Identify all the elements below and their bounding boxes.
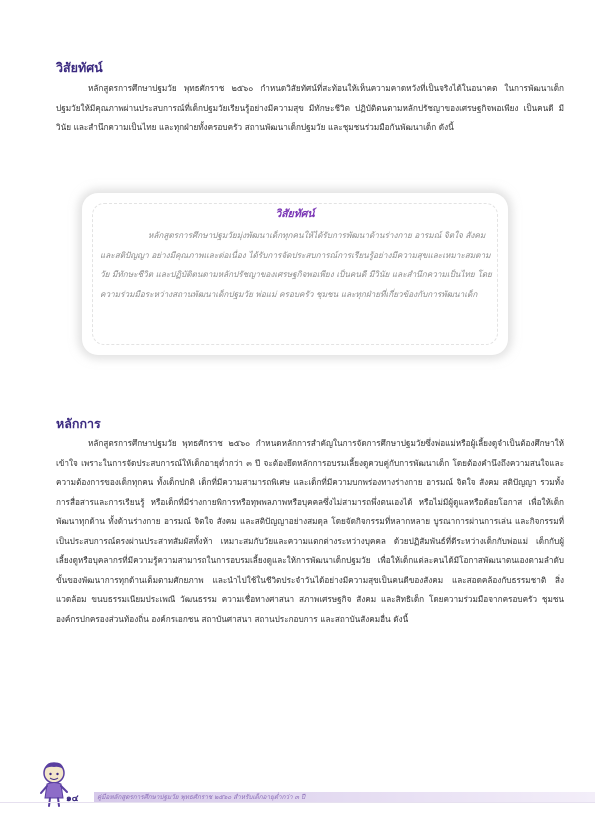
footer-title: คู่มือหลักสูตรการศึกษาปฐมวัย พุทธศักราช ๒๕๖๐ สำหรับเด็กอายุต่ำกว่า ๓ ปี — [97, 793, 306, 801]
vision-paragraph-text: หลักสูตรการศึกษาปฐมวัย พุทธศักราช ๒๕๖๐ กำหนดวิสัยทัศน์ที่สะท้อนให้เห็นความคาดหวังที่เป็นจริงได้ในอนาคต ในการพัฒนาเด็กปฐมวัยให้มีคุณภาพผ่านประสบการณ์ที่เด็กปฐมวัยเรียนรู้อย่างมีความสุข มีทักษะชีวิต ปฏิบัติตนตามหลักปรัชญาของเศรษฐกิจพอเพียง เป็นคนดี มีวินัย และสำนึกความเป็นไทย และทุกฝ่ายทั้งครอบครัว สถานพัฒนาเด็กปฐมวัย และชุมชนร่วมมือกันพัฒนาเด็ก ดังนี้ — [56, 83, 564, 132]
page-number: ๑๔ — [66, 794, 79, 804]
quote-box-text — [100, 226, 492, 304]
quote-box-text-content: หลักสูตรการศึกษาปฐมวัยมุ่งพัฒนาเด็กทุกคนให้ได้รับการพัฒนาด้านร่างกาย อารมณ์ จิตใจ สังคม และสติปัญญา อย่างมีคุณภาพและต่อเนื่อง ได้รับการจัดประสบการณ์การเรียนรู้อย่างมีความสุขและเหมาะสมตามวัย มีทักษะชีวิต และปฏิบัติตนตามหลักปรัชญาของเศรษฐกิจพอเพียง เป็นคนดี มีวินัย และสำนึกความเป็นไทย โดยความร่วมมือระหว่างสถานพัฒนาเด็กปฐมวัย พ่อแม่ ครอบครัว ชุมชน และทุกฝ่ายที่เกี่ยวข้องกับการพัฒนาเด็ก — [100, 230, 492, 299]
principles-paragraph-text: หลักสูตรการศึกษาปฐมวัย พุทธศักราช ๒๕๖๐ กำหนดหลักการสำคัญในการจัดการศึกษาปฐมวัยซึ่งพ่อแม่หรือผู้เลี้ยงดูจำเป็นต้องศึกษาให้เข้าใจ เพราะในการจัดประสบการณ์ให้เด็กอายุต่ำกว่า ๓ ปี จะต้องยึดหลักการอบรมเลี้ยงดูควบคู่กับการพัฒนาเด็ก โดยต้องคำนึงถึงความสนใจและความต้องการของเด็กทุกคน ทั้งเด็กปกติ เด็กที่มีความสามารถพิเศษ และเด็กที่มีความบกพร่องทางร่างกาย อารมณ์ จิตใจ สังคม สติปัญญา รวมทั้งการสื่อสารและการเรียนรู้ หรือเด็กที่มีร่างกายพิการหรือทุพพลภาพหรือบุคคลซึ่งไม่สามารถพึ่งตนเองได้ หรือไม่มีผู้ดูแลหรือด้อยโอกาส เพื่อให้เด็กพัฒนาทุกด้าน ทั้งด้านร่างกาย อารมณ์ จิตใจ สังคม และสติปัญญาอย่างสมดุล โดยจัดกิจกรรมที่หลากหลาย บูรณาการผ่านการเล่น และกิจกรรมที่เป็นประสบการณ์ตรงผ่านประสาทสัมผัสทั้งห้า เหมาะสมกับวัยและความแตกต่างระหว่างบุคคล ด้วยปฏิสัมพันธ์ที่ดีระหว่างเด็กกับพ่อแม่ เด็กกับผู้เลี้ยงดูหรือบุคลากรที่มีความรู้ความสามารถในการอบรมเลี้ยงดูและให้การพัฒนาเด็กปฐมวัย เพื่อให้เด็กแต่ละคนได้มีโอกาสพัฒนาตนเองตามลำดับขั้นของพัฒนาการทุกด้านเต็มตามศักยภาพ และนำไปใช้ในชีวิตประจำวันได้อย่างมีความสุขเป็นคนดีของสังคม และสอดคล้องกับธรรมชาติ สิ่งแวดล้อม ขนบธรรมเนียมประเพณี วัฒนธรรม ความเชื่อทางศาสนา สภาพเศรษฐกิจ สังคม และสิทธิเด็ก โดยความร่วมมือจากครอบครัว ชุมชน องค์กรปกครองส่วนท้องถิ่น องค์กรเอกชน สถาบันศาสนา สถานประกอบการ และสถาบันสังคมอื่น ดังนี้ — [56, 438, 564, 624]
vision-heading: วิสัยทัศน์ — [56, 60, 103, 75]
quote-box-title: วิสัยทัศน์ — [275, 208, 315, 220]
vision-paragraph — [56, 79, 564, 187]
principles-paragraph — [56, 434, 564, 754]
vision-quote-box — [82, 193, 508, 355]
principles-heading: หลักการ — [56, 416, 101, 431]
footer-divider — [0, 802, 595, 803]
